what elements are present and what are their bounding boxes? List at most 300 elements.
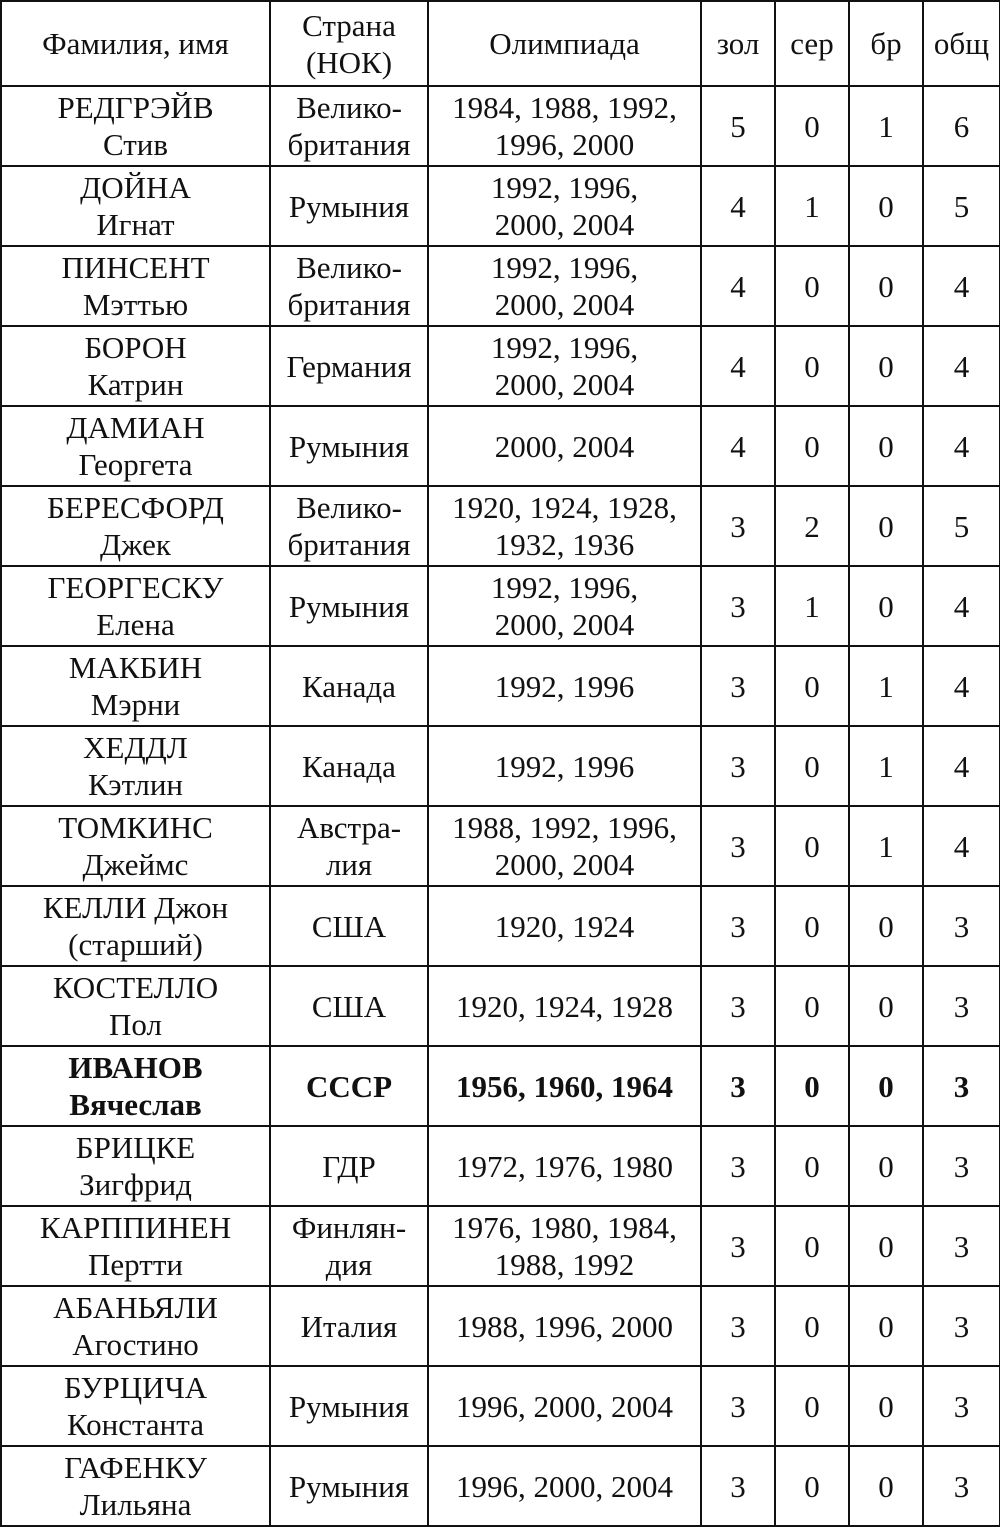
header-bronze: бр xyxy=(849,1,923,86)
silver-cell xyxy=(775,1446,849,1526)
silver-cell xyxy=(775,1046,849,1126)
bronze-cell xyxy=(849,1206,923,1286)
bronze-cell-text: 1 xyxy=(878,828,894,864)
bronze-cell xyxy=(849,1126,923,1206)
total-cell-text: 4 xyxy=(953,268,970,304)
table-row xyxy=(1,406,1000,486)
bronze-cell xyxy=(849,1446,923,1526)
total-cell xyxy=(923,806,1000,886)
table-row xyxy=(1,326,1000,406)
country-cell-text: ГДР xyxy=(322,1148,376,1184)
silver-cell-text: 0 xyxy=(804,668,820,704)
athlete-name-cell-text: ИВАНОВ xyxy=(68,1050,203,1085)
total-cell-text: 4 xyxy=(953,588,970,624)
table-row xyxy=(1,1046,1000,1126)
country-cell-text: Румыния xyxy=(288,188,410,224)
silver-cell xyxy=(775,1206,849,1286)
athlete-name-cell-text: ГАФЕНКУ xyxy=(64,1450,207,1485)
olympics-cell-text: 1988, 1996, 2000 xyxy=(456,1308,673,1344)
athlete-name-cell xyxy=(1,1446,270,1526)
gold-cell xyxy=(701,1286,775,1366)
gold-cell xyxy=(701,566,775,646)
bronze-cell-text: 0 xyxy=(878,268,894,304)
olympics-cell-text: 1972, 1976, 1980 xyxy=(456,1148,673,1184)
bronze-cell-text: 0 xyxy=(878,1068,894,1104)
silver-cell-text: 0 xyxy=(804,268,820,304)
olympics-cell-text: 1992, 1996, xyxy=(490,570,639,605)
total-cell-text: 3 xyxy=(953,1468,970,1504)
olympics-cell xyxy=(428,566,701,646)
athlete-name-cell-text: ТОМКИНС xyxy=(58,810,213,845)
table-row xyxy=(1,966,1000,1046)
total-cell-text: 4 xyxy=(953,748,970,784)
silver-cell xyxy=(775,166,849,246)
olympics-cell-text: 1920, 1924, 1928, xyxy=(452,490,677,525)
athlete-name-cell-text: Пертти xyxy=(88,1247,183,1282)
country-cell-text: Румыния xyxy=(288,588,410,624)
country-cell xyxy=(270,726,428,806)
athlete-name-cell xyxy=(1,886,270,966)
country-cell xyxy=(270,86,428,166)
bronze-cell xyxy=(849,486,923,566)
athlete-name-cell-text: БУРЦИЧА xyxy=(63,1370,208,1405)
total-cell-text: 3 xyxy=(953,908,970,944)
bronze-cell-text: 0 xyxy=(878,508,894,544)
table-row xyxy=(1,1126,1000,1206)
table-row xyxy=(1,246,1000,326)
olympics-cell xyxy=(428,726,701,806)
silver-cell-text: 0 xyxy=(804,1068,820,1104)
country-cell xyxy=(270,1046,428,1126)
table-row xyxy=(1,166,1000,246)
total-cell xyxy=(923,1206,1000,1286)
olympics-cell-text: 1932, 1936 xyxy=(494,527,635,562)
total-cell xyxy=(923,1446,1000,1526)
olympics-cell-text: 2000, 2004 xyxy=(494,428,635,464)
olympics-cell xyxy=(428,1206,701,1286)
header-olympics: Олимпиада xyxy=(428,1,701,86)
olympics-cell-text: 1976, 1980, 1984, xyxy=(452,1210,677,1245)
silver-cell-text: 0 xyxy=(804,108,820,144)
gold-cell-text: 4 xyxy=(730,188,746,224)
bronze-cell-text: 1 xyxy=(878,668,894,704)
total-cell xyxy=(923,86,1000,166)
gold-cell-text: 3 xyxy=(730,1468,746,1504)
silver-cell xyxy=(775,646,849,726)
bronze-cell xyxy=(849,646,923,726)
olympics-cell-text: 2000, 2004 xyxy=(494,607,635,642)
table-row xyxy=(1,86,1000,166)
silver-cell-text: 0 xyxy=(804,428,820,464)
athlete-name-cell-text: ДОЙНА xyxy=(80,170,191,205)
olympics-cell xyxy=(428,326,701,406)
total-cell-text: 3 xyxy=(953,1308,970,1344)
athlete-name-cell-text: Мэрни xyxy=(90,687,181,722)
bronze-cell-text: 0 xyxy=(878,428,894,464)
table-row xyxy=(1,886,1000,966)
country-cell xyxy=(270,1366,428,1446)
athlete-name-cell-text: Елена xyxy=(96,607,175,642)
bronze-cell-text: 0 xyxy=(878,1468,894,1504)
silver-cell xyxy=(775,486,849,566)
table-row xyxy=(1,486,1000,566)
country-cell-text: Румыния xyxy=(288,1468,410,1504)
total-cell xyxy=(923,326,1000,406)
silver-cell-text: 0 xyxy=(804,1388,820,1424)
country-cell xyxy=(270,1206,428,1286)
athlete-name-cell-text: Пол xyxy=(109,1007,162,1042)
gold-cell-text: 3 xyxy=(730,828,746,864)
bronze-cell-text: 0 xyxy=(878,1228,894,1264)
athlete-name-cell xyxy=(1,726,270,806)
total-cell-text: 4 xyxy=(953,828,970,864)
gold-cell xyxy=(701,86,775,166)
gold-cell xyxy=(701,1126,775,1206)
total-cell xyxy=(923,1366,1000,1446)
athlete-name-cell-text: Лильяна xyxy=(79,1487,192,1522)
athlete-name-cell xyxy=(1,1046,270,1126)
country-cell xyxy=(270,566,428,646)
total-cell xyxy=(923,886,1000,966)
athlete-name-cell-text: Вячеслав xyxy=(69,1087,202,1122)
total-cell-text: 3 xyxy=(953,1148,970,1184)
bronze-cell xyxy=(849,86,923,166)
athlete-name-cell xyxy=(1,566,270,646)
athlete-name-cell-text: ГЕОРГЕСКУ xyxy=(47,570,224,605)
olympics-cell-text: 2000, 2004 xyxy=(494,367,635,402)
olympics-cell-text: 1988, 1992 xyxy=(494,1247,635,1282)
athlete-name-cell-text: ПИНСЕНТ xyxy=(61,250,210,285)
silver-cell-text: 0 xyxy=(804,1228,820,1264)
gold-cell xyxy=(701,326,775,406)
total-cell xyxy=(923,726,1000,806)
country-cell xyxy=(270,326,428,406)
gold-cell xyxy=(701,1046,775,1126)
gold-cell-text: 3 xyxy=(730,1308,746,1344)
athlete-name-cell-text: Джек xyxy=(100,527,171,562)
total-cell-text: 6 xyxy=(953,108,970,144)
silver-cell xyxy=(775,1286,849,1366)
athlete-name-cell-text: КОСТЕЛЛО xyxy=(52,970,219,1005)
athlete-name-cell xyxy=(1,1206,270,1286)
gold-cell xyxy=(701,1206,775,1286)
gold-cell-text: 3 xyxy=(730,1148,746,1184)
silver-cell-text: 0 xyxy=(804,1468,820,1504)
country-cell xyxy=(270,886,428,966)
olympics-cell-text: 1984, 1988, 1992, xyxy=(452,90,677,125)
olympics-cell xyxy=(428,246,701,326)
country-cell-text: Италия xyxy=(300,1308,398,1344)
bronze-cell xyxy=(849,566,923,646)
total-cell xyxy=(923,1286,1000,1366)
country-cell-text: Румыния xyxy=(288,1388,410,1424)
bronze-cell xyxy=(849,326,923,406)
athlete-name-cell-text: БРИЦКЕ xyxy=(75,1130,196,1165)
country-cell-text: британия xyxy=(287,287,411,322)
olympics-cell xyxy=(428,646,701,726)
table-row xyxy=(1,1206,1000,1286)
bronze-cell xyxy=(849,1046,923,1126)
total-cell-text: 4 xyxy=(953,428,970,464)
total-cell-text: 3 xyxy=(953,1228,970,1264)
olympics-cell-text: 1956, 1960, 1964 xyxy=(456,1068,673,1104)
total-cell xyxy=(923,646,1000,726)
athlete-name-cell-text: АБАНЬЯЛИ xyxy=(53,1290,218,1325)
silver-cell xyxy=(775,1366,849,1446)
silver-cell-text: 0 xyxy=(804,1148,820,1184)
athlete-name-cell-text: Мэттью xyxy=(82,287,189,322)
olympics-cell-text: 1992, 1996, xyxy=(490,330,639,365)
bronze-cell-text: 0 xyxy=(878,1148,894,1184)
bronze-cell xyxy=(849,246,923,326)
table-row xyxy=(1,1446,1000,1526)
olympics-cell xyxy=(428,806,701,886)
table-row xyxy=(1,646,1000,726)
total-cell xyxy=(923,166,1000,246)
silver-cell xyxy=(775,806,849,886)
silver-cell-text: 0 xyxy=(804,908,820,944)
silver-cell-text: 0 xyxy=(804,348,820,384)
olympics-cell xyxy=(428,486,701,566)
country-cell-text: британия xyxy=(287,527,411,562)
olympics-cell-text: 1920, 1924, 1928 xyxy=(456,988,673,1024)
olympics-cell xyxy=(428,166,701,246)
gold-cell xyxy=(701,406,775,486)
bronze-cell xyxy=(849,806,923,886)
athlete-name-cell-text: МАКБИН xyxy=(68,650,203,685)
gold-cell-text: 3 xyxy=(730,668,746,704)
athlete-name-cell xyxy=(1,646,270,726)
header-row xyxy=(1,1,1000,86)
silver-cell xyxy=(775,326,849,406)
silver-cell xyxy=(775,886,849,966)
athlete-name-cell-text: Зигфрид xyxy=(79,1167,192,1202)
silver-cell xyxy=(775,246,849,326)
athlete-name-cell-text: Константа xyxy=(67,1407,204,1442)
country-cell xyxy=(270,246,428,326)
olympics-cell-text: 2000, 2004 xyxy=(494,847,635,882)
total-cell-text: 4 xyxy=(953,668,970,704)
athlete-name-cell-text: Катрин xyxy=(87,367,184,402)
silver-cell xyxy=(775,966,849,1046)
olympics-cell-text: 1988, 1992, 1996, xyxy=(452,810,677,845)
olympics-cell-text: 1920, 1924 xyxy=(494,908,635,944)
bronze-cell xyxy=(849,1286,923,1366)
country-cell-text: Велико- xyxy=(296,250,402,285)
athlete-name-cell-text: Кэтлин xyxy=(88,767,183,802)
country-cell xyxy=(270,966,428,1046)
bronze-cell xyxy=(849,166,923,246)
silver-cell-text: 1 xyxy=(804,188,820,224)
header-country: Страна (НОК) xyxy=(270,1,428,86)
country-cell-text: США xyxy=(311,908,387,944)
country-cell-text: США xyxy=(311,988,387,1024)
country-cell-text: СССР xyxy=(305,1068,393,1104)
gold-cell xyxy=(701,1446,775,1526)
silver-cell-text: 2 xyxy=(804,508,820,544)
athlete-name-cell-text: Стив xyxy=(102,127,169,162)
athlete-name-cell xyxy=(1,246,270,326)
header-silver: сер xyxy=(775,1,849,86)
olympics-cell-text: 2000, 2004 xyxy=(494,287,635,322)
athlete-name-cell-text: ХЕДДЛ xyxy=(83,730,188,765)
olympics-cell-text: 1996, 2000, 2004 xyxy=(456,1388,673,1424)
bronze-cell-text: 0 xyxy=(878,1308,894,1344)
athlete-name-cell xyxy=(1,166,270,246)
bronze-cell xyxy=(849,886,923,966)
bronze-cell-text: 0 xyxy=(878,908,894,944)
olympics-cell xyxy=(428,406,701,486)
olympics-cell-text: 1996, 2000, 2004 xyxy=(456,1468,673,1504)
gold-cell xyxy=(701,246,775,326)
country-cell-text: Германия xyxy=(286,348,412,384)
olympics-cell-text: 1992, 1996 xyxy=(494,668,635,704)
olympics-cell-text: 2000, 2004 xyxy=(494,207,635,242)
total-cell xyxy=(923,566,1000,646)
olympics-cell xyxy=(428,1446,701,1526)
gold-cell-text: 3 xyxy=(730,748,746,784)
silver-cell xyxy=(775,86,849,166)
country-cell-text: Австра- xyxy=(296,810,402,845)
athlete-name-cell xyxy=(1,1366,270,1446)
athlete-name-cell-text: БОРОН xyxy=(84,330,187,365)
silver-cell-text: 0 xyxy=(804,1308,820,1344)
gold-cell-text: 3 xyxy=(730,1228,746,1264)
gold-cell-text: 4 xyxy=(730,268,746,304)
silver-cell xyxy=(775,1126,849,1206)
gold-cell xyxy=(701,646,775,726)
country-cell xyxy=(270,1286,428,1366)
silver-cell xyxy=(775,726,849,806)
gold-cell-text: 3 xyxy=(730,908,746,944)
gold-cell xyxy=(701,886,775,966)
table-row xyxy=(1,1366,1000,1446)
total-cell xyxy=(923,406,1000,486)
athlete-name-cell-text: ДАМИАН xyxy=(66,410,205,445)
country-cell-text: дия xyxy=(325,1247,373,1282)
athlete-name-cell xyxy=(1,406,270,486)
athlete-name-cell-text: Агостино xyxy=(72,1327,199,1362)
silver-cell-text: 0 xyxy=(804,828,820,864)
gold-cell xyxy=(701,966,775,1046)
country-cell-text: Финлян- xyxy=(291,1210,407,1245)
olympics-cell xyxy=(428,886,701,966)
total-cell-text: 3 xyxy=(953,1068,970,1104)
athlete-name-cell xyxy=(1,966,270,1046)
gold-cell-text: 3 xyxy=(730,988,746,1024)
silver-cell-text: 1 xyxy=(804,588,820,624)
table-row xyxy=(1,726,1000,806)
athlete-name-cell-text: КАРППИНЕН xyxy=(39,1210,232,1245)
total-cell-text: 5 xyxy=(953,508,970,544)
total-cell xyxy=(923,246,1000,326)
olympics-cell xyxy=(428,1046,701,1126)
country-cell xyxy=(270,646,428,726)
athlete-name-cell-text: БЕРЕСФОРД xyxy=(47,490,224,525)
total-cell xyxy=(923,966,1000,1046)
athlete-name-cell-text: Джеймс xyxy=(82,847,189,882)
athlete-name-cell-text: КЕЛЛИ Джон xyxy=(42,890,229,925)
olympics-cell xyxy=(428,1126,701,1206)
bronze-cell-text: 0 xyxy=(878,348,894,384)
athlete-name-cell xyxy=(1,1286,270,1366)
country-cell xyxy=(270,1446,428,1526)
total-cell-text: 3 xyxy=(953,988,970,1024)
gold-cell-text: 3 xyxy=(730,508,746,544)
bronze-cell-text: 0 xyxy=(878,1388,894,1424)
gold-cell-text: 4 xyxy=(730,428,746,464)
bronze-cell xyxy=(849,726,923,806)
total-cell-text: 5 xyxy=(953,188,970,224)
bronze-cell-text: 0 xyxy=(878,188,894,224)
total-cell xyxy=(923,486,1000,566)
total-cell-text: 4 xyxy=(953,348,970,384)
bronze-cell-text: 0 xyxy=(878,588,894,624)
athlete-name-cell xyxy=(1,1126,270,1206)
country-cell xyxy=(270,1126,428,1206)
gold-cell-text: 3 xyxy=(730,588,746,624)
olympics-cell-text: 1996, 2000 xyxy=(494,127,635,162)
gold-cell-text: 4 xyxy=(730,348,746,384)
country-cell xyxy=(270,806,428,886)
country-cell-text: Канада xyxy=(302,668,396,704)
gold-cell xyxy=(701,1366,775,1446)
olympics-cell-text: 1992, 1996 xyxy=(494,748,635,784)
athlete-name-cell xyxy=(1,486,270,566)
total-cell xyxy=(923,1046,1000,1126)
athlete-name-cell-text: Игнат xyxy=(96,207,175,242)
athlete-name-cell-text: Георгета xyxy=(78,447,193,482)
olympics-cell-text: 1992, 1996, xyxy=(490,170,639,205)
country-cell xyxy=(270,486,428,566)
country-cell-text: британия xyxy=(287,127,411,162)
bronze-cell xyxy=(849,1366,923,1446)
gold-cell xyxy=(701,726,775,806)
country-cell-text: Канада xyxy=(302,748,396,784)
country-cell xyxy=(270,166,428,246)
bronze-cell-text: 1 xyxy=(878,748,894,784)
bronze-cell xyxy=(849,966,923,1046)
country-cell-text: Велико- xyxy=(296,490,402,525)
athlete-name-cell-text: РЕДГРЭЙВ xyxy=(57,90,214,125)
olympics-cell xyxy=(428,966,701,1046)
country-cell-text: лия xyxy=(325,847,373,882)
olympics-cell-text: 1992, 1996, xyxy=(490,250,639,285)
olympics-cell xyxy=(428,86,701,166)
gold-cell-text: 3 xyxy=(730,1388,746,1424)
bronze-cell-text: 1 xyxy=(878,108,894,144)
gold-cell xyxy=(701,806,775,886)
country-cell xyxy=(270,406,428,486)
silver-cell xyxy=(775,566,849,646)
table-row xyxy=(1,806,1000,886)
bronze-cell xyxy=(849,406,923,486)
olympics-cell xyxy=(428,1366,701,1446)
athlete-name-cell xyxy=(1,86,270,166)
gold-cell-text: 3 xyxy=(730,1068,746,1104)
gold-cell-text: 5 xyxy=(730,108,746,144)
table-row xyxy=(1,1286,1000,1366)
bronze-cell-text: 0 xyxy=(878,988,894,1024)
athlete-name-cell-text: (старший) xyxy=(68,927,203,962)
country-cell-text: Велико- xyxy=(296,90,402,125)
silver-cell xyxy=(775,406,849,486)
country-cell-text: Румыния xyxy=(288,428,410,464)
gold-cell xyxy=(701,486,775,566)
header-total: общ xyxy=(923,1,1000,86)
table-row xyxy=(1,566,1000,646)
olympics-cell xyxy=(428,1286,701,1366)
